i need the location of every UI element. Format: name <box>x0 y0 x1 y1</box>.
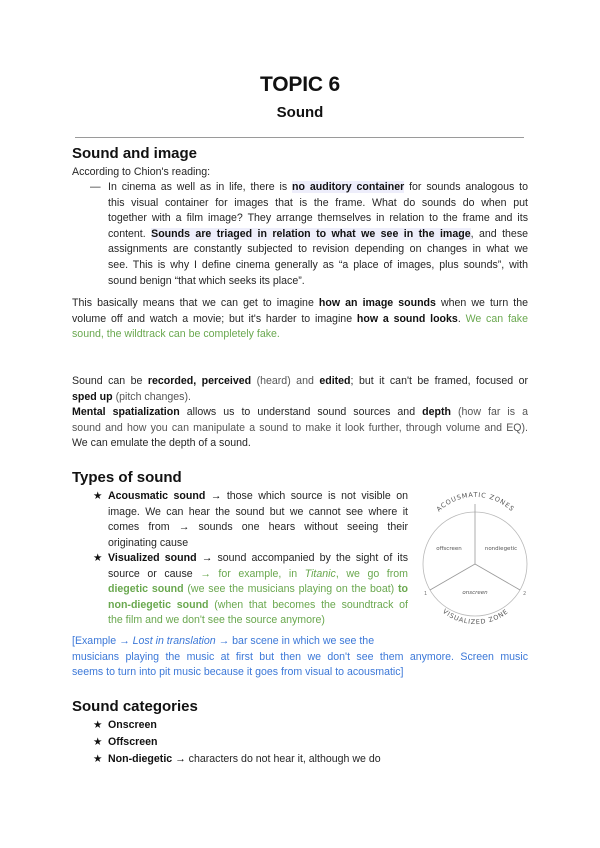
quote-dash-bullet: — <box>90 181 101 193</box>
zones-circle-diagram <box>413 482 538 628</box>
category-non-diegetic: Non-diegetic → characters do not hear it, although we do <box>108 753 381 765</box>
page-subtitle: Sound <box>276 104 324 121</box>
star-bullet-icon: ★ <box>93 490 103 502</box>
category-offscreen: Offscreen <box>108 736 158 748</box>
svg-text:2: 2 <box>523 591 527 597</box>
example-lost-in-translation: [Example → Lost in translation → bar scene in which we see the musicians playing the music at first but then we don't see them anymore. Screen music seems to turn into pit music because it goes from visual to acousmatic] <box>72 635 528 679</box>
intro-text: According to Chion's reading: <box>72 166 211 178</box>
acousmatic-zones-diagram <box>413 482 538 628</box>
star-bullet-icon: ★ <box>93 736 103 748</box>
star-bullet-icon: ★ <box>93 753 103 765</box>
star-bullet-icon: ★ <box>93 552 103 564</box>
paragraph-image-sounds: This basically means that we can get to imagine how an image sounds when we turn the volume off and watch a movie; but it's harder to imagine how a sound looks. We can fake sound, the wildtrack can be completely fake. <box>72 297 528 341</box>
chion-quote: In cinema as well as in life, there is no auditory container for sounds analogous to this visual container for images that is the frame. What do sounds do when put together with a film image? They arrange themselves in relation to the frame and its content. Sounds are triaged in relation to what we see in the image, and these assignments are constantly subjected to revision depending on changes in what we see. This is why I define cinema generally as “a place of images, plus sounds”, with sound benign “that which seeks its place”. <box>108 181 529 287</box>
page-title: TOPIC 6 <box>260 73 340 96</box>
paragraph-sound-properties: Sound can be recorded, perceived (heard) and edited; but it can't be framed, focused or sped up (pitch changes). Mental spatialization allows us to understand sound sources and depth (how far is a sound and how you can manipulate a sound to make it look further, through volume and EQ). We can emulate the depth of a sound. <box>72 375 529 450</box>
title-divider <box>75 137 524 138</box>
item-visualized-sound: Visualized sound → sound accompanied by the sight of its source or cause → for example, in Titanic, we go from diegetic sound (we see the musicians playing on the boat) to non-diegetic sound (when that becomes the soundtrack of the film and we don't see the source anymore) <box>108 552 409 627</box>
svg-text:1: 1 <box>424 591 428 597</box>
svg-text:ACOUSMATIC ZONES: ACOUSMATIC ZONES <box>434 490 517 514</box>
green-note-fake-sound: We can fake <box>465 312 528 325</box>
category-onscreen: Onscreen <box>108 719 157 731</box>
highlight-sounds-triaged: Sounds are triaged in relation to what we see in the image <box>151 227 471 240</box>
heading-sound-and-image: Sound and image <box>72 145 198 162</box>
segment-offscreen: offscreen <box>436 546 462 552</box>
item-acousmatic-sound: Acousmatic sound → those which source is not visible on image. We can hear the sound but we cannot see where it comes from → sounds one hears without seeing their originating cause <box>108 490 409 549</box>
heading-types-of-sound: Types of sound <box>72 469 182 486</box>
highlight-no-auditory-container: no auditory container <box>292 181 405 193</box>
segment-onscreen: onscreen <box>462 590 488 596</box>
heading-sound-categories: Sound categories <box>72 698 198 715</box>
segment-nondiegetic: nondiegetic <box>484 546 518 552</box>
star-bullet-icon: ★ <box>93 719 103 731</box>
svg-text:VISUALIZED ZONE: VISUALIZED ZONE <box>441 607 510 627</box>
